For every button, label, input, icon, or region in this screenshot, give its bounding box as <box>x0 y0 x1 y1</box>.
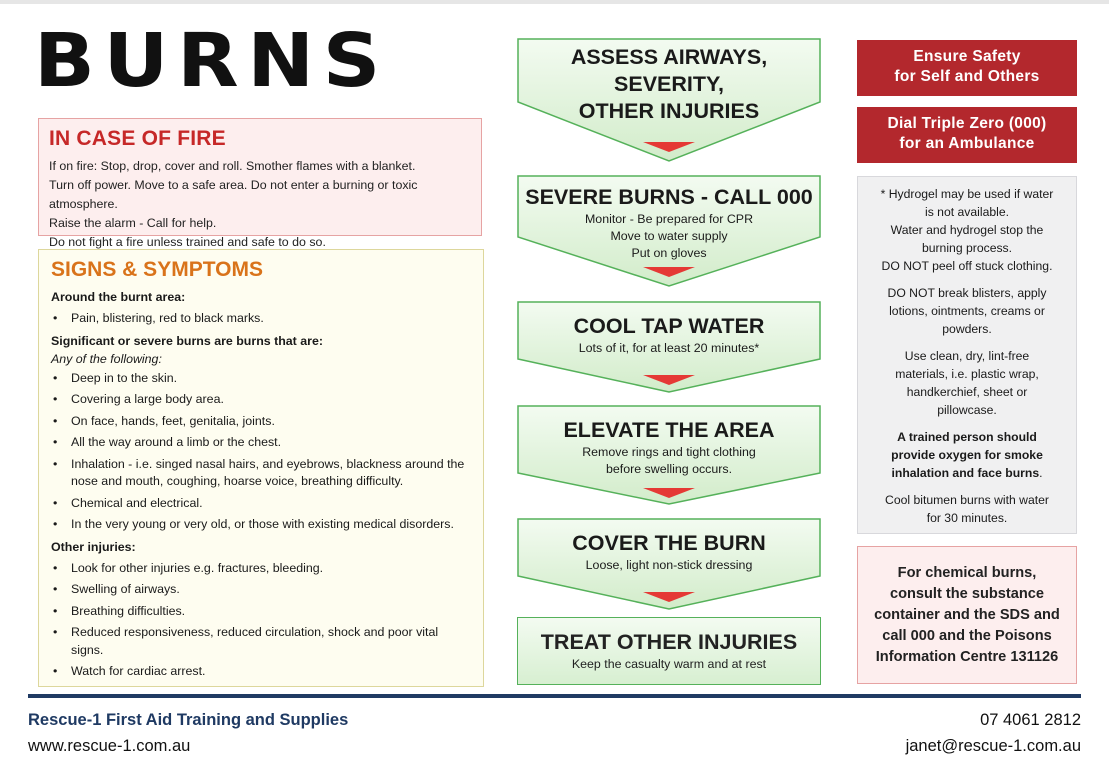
note-line: provide oxygen for smoke <box>891 448 1043 462</box>
safety-line: for Self and Others <box>894 68 1040 85</box>
step-elevate <box>517 405 821 505</box>
bitumen-note <box>872 491 1062 527</box>
footer-phone[interactable]: 07 4061 2812 <box>980 711 1081 729</box>
note-line: handkerchief, sheet or <box>906 385 1028 399</box>
step-title: ELEVATE THE AREA <box>563 418 775 442</box>
chemical-line: For chemical burns, <box>897 565 1037 581</box>
note-line: * Hydrogel may be used if water <box>880 187 1054 201</box>
list-item: • Covering a large body area. <box>51 391 471 409</box>
list-item: • Deep in to the skin. <box>51 370 471 388</box>
chemical-line: container and the SDS and <box>874 607 1060 623</box>
step-title-line: SEVERITY, <box>614 72 724 96</box>
list-item: • Watch for cardiac arrest. <box>51 663 471 681</box>
note-line: burning process. <box>921 241 1013 255</box>
signs-heading: SIGNS & SYMPTOMS <box>51 258 263 281</box>
safety-line: Ensure Safety <box>913 48 1021 65</box>
other-list <box>51 560 471 681</box>
top-rule <box>0 0 1109 4</box>
step-desc: before swelling occurs. <box>605 462 733 476</box>
note-line: Use clean, dry, lint-free <box>904 349 1030 363</box>
footer-rule <box>28 694 1081 698</box>
step-title: SEVERE BURNS - CALL 000 <box>525 185 813 209</box>
chemical-line: consult the substance <box>889 586 1045 602</box>
chemical-line: call 000 and the Poisons <box>882 628 1052 644</box>
page-title: BURNS <box>34 18 389 104</box>
fire-panel <box>38 118 482 249</box>
step-title: COVER THE BURN <box>572 531 766 555</box>
step-cool <box>517 301 821 393</box>
step-desc: Put on gloves <box>631 246 707 260</box>
step-desc: Loose, light non-stick dressing <box>585 558 753 572</box>
step-cover <box>517 518 821 610</box>
footer-company: Rescue-1 First Aid Training and Supplies <box>28 711 349 729</box>
step-desc: Move to water supply <box>610 229 728 243</box>
step-desc: Lots of it, for at least 20 minutes* <box>578 341 760 355</box>
step-desc: Monitor - Be prepared for CPR <box>584 212 754 226</box>
step-assess <box>517 38 821 162</box>
list-item: • Inhalation - i.e. singed nasal hairs, and eyebrows, blackness around the nose and mouth, coughing, hoarse voice, breathing difficulty. <box>51 456 471 491</box>
list-item: • Chemical and electrical. <box>51 495 471 513</box>
severe-list <box>51 370 471 534</box>
fire-heading: IN CASE OF FIRE <box>49 127 226 150</box>
around-list <box>51 310 471 328</box>
list-item: • All the way around a limb or the chest. <box>51 434 471 452</box>
note-line: lotions, ointments, creams or <box>889 304 1045 318</box>
severe-label: Significant or severe burns are burns that are: <box>51 333 323 348</box>
chemical-line: Information Centre 131126 <box>875 649 1059 665</box>
note-line: powders. <box>942 322 992 336</box>
note-line: inhalation and face burns <box>891 466 1040 480</box>
list-item: • In the very young or very old, or those with existing medical disorders. <box>51 516 471 534</box>
footer-website[interactable]: www.rescue-1.com.au <box>28 737 191 755</box>
step-title: TREAT OTHER INJURIES <box>540 630 798 654</box>
step-treat <box>517 617 821 685</box>
step-desc: Remove rings and tight clothing <box>582 445 756 459</box>
blisters-note <box>872 284 1062 338</box>
list-item: • Swelling of airways. <box>51 581 471 599</box>
oxygen-note <box>872 428 1062 482</box>
severe-note: Any of the following: <box>51 351 162 366</box>
note-line: DO NOT break blisters, apply <box>887 286 1047 300</box>
note-line: Cool bitumen burns with water <box>885 493 1049 507</box>
hydrogel-note <box>872 185 1062 275</box>
materials-note <box>872 347 1062 419</box>
note-line: pillowcase. <box>937 403 997 417</box>
step-desc: Keep the casualty warm and at rest <box>571 657 767 671</box>
around-label: Around the burnt area: <box>51 290 186 304</box>
signs-panel <box>38 249 484 687</box>
list-item: • On face, hands, feet, genitalia, joints. <box>51 413 471 431</box>
footer-email[interactable]: janet@rescue-1.com.au <box>905 737 1081 755</box>
note-line: Water and hydrogel stop the <box>890 223 1044 237</box>
list-item: • Reduced responsiveness, reduced circulation, shock and poor vital signs. <box>51 624 471 659</box>
list-item: • Look for other injuries e.g. fractures, bleeding. <box>51 560 471 578</box>
dial-line: Dial Triple Zero (000) <box>887 115 1047 132</box>
note-punct: . <box>1039 466 1043 480</box>
notes-panel <box>857 176 1077 534</box>
chemical-panel <box>857 546 1077 684</box>
note-line: is not available. <box>924 205 1009 219</box>
list-item: • Pain, blistering, red to black marks. <box>51 310 471 328</box>
fire-line: Raise the alarm - Call for help. <box>49 216 217 230</box>
note-line: A trained person should <box>897 430 1037 444</box>
step-severe <box>517 175 821 287</box>
other-label: Other injuries: <box>51 539 136 554</box>
step-title-line: OTHER INJURIES <box>578 99 760 123</box>
fire-line: Do not fight a fire unless trained and safe to do so. <box>49 235 326 249</box>
list-item: • Breathing difficulties. <box>51 603 471 621</box>
step-title: COOL TAP WATER <box>573 314 765 338</box>
note-line: DO NOT peel off stuck clothing. <box>881 259 1053 273</box>
fire-line: Turn off power. Move to a safe area. Do not enter a burning or toxic atmosphere. <box>49 178 418 211</box>
step-title-line: ASSESS AIRWAYS, <box>570 45 768 69</box>
note-line: for 30 minutes. <box>926 511 1008 525</box>
fire-line: If on fire: Stop, drop, cover and roll. Smother flames with a blanket. <box>49 159 416 173</box>
dial-box <box>857 107 1077 163</box>
safety-box <box>857 40 1077 96</box>
dial-line: for an Ambulance <box>899 135 1035 152</box>
note-line: materials, i.e. plastic wrap, <box>895 367 1039 381</box>
